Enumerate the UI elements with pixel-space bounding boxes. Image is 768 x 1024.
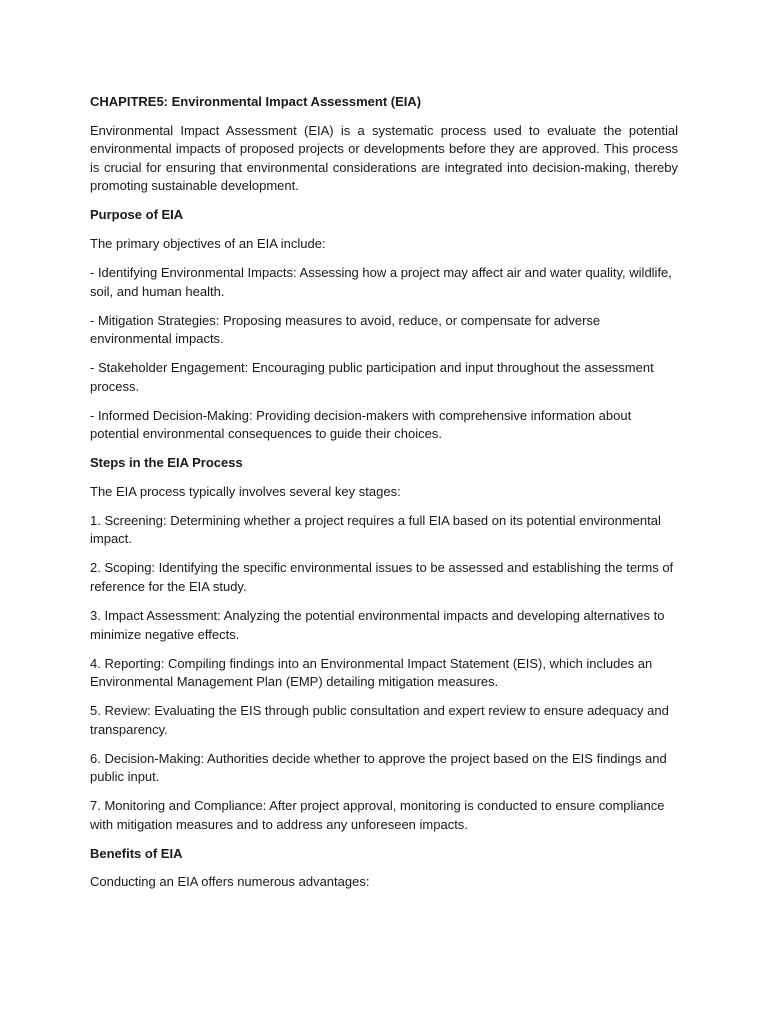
steps-heading: Steps in the EIA Process — [90, 455, 243, 471]
step-reporting: 4. Reporting: Compiling findings into an Environmental Impact Statement (EIS), which includes an Environmental Management Plan (EMP) detailing mitigation measures. — [90, 655, 653, 690]
step-decision-making: 6. Decision-Making: Authorities decide whether to approve the project based on the EIS findings and public input. — [90, 750, 667, 785]
steps-lead: The EIA process typically involves several key stages: — [90, 483, 401, 499]
step-screening: 1. Screening: Determining whether a project requires a full EIA based on its potential environmental impact. — [90, 512, 661, 547]
purpose-item-impacts: - Identifying Environmental Impacts: Assessing how a project may affect air and water quality, wildlife, soil, and human health. — [90, 264, 672, 299]
purpose-heading: Purpose of EIA — [90, 207, 184, 223]
purpose-item-stakeholder: - Stakeholder Engagement: Encouraging public participation and input throughout the assessment process. — [90, 360, 654, 394]
purpose-lead: The primary objectives of an EIA include: — [90, 235, 326, 251]
step-monitoring: 7. Monitoring and Compliance: After project approval, monitoring is conducted to ensure compliance with mitigation measures and to address any unforeseen impacts. — [90, 798, 665, 832]
step-review: 5. Review: Evaluating the EIS through public consultation and expert review to ensure adequacy and transparency. — [90, 703, 669, 737]
benefits-heading: Benefits of EIA — [90, 845, 183, 861]
intro-paragraph: Environmental Impact Assessment (EIA) is a systematic process used to evaluate the potential environmental impacts of proposed projects or developments before they are approved. This process is crucial for ensuring that environmental considerations are integrated into decision-making, thereby promoting sustainable development. — [90, 122, 678, 194]
step-scoping: 2. Scoping: Identifying the specific environmental issues to be assessed and establishing the terms of reference for the EIA study. — [90, 560, 674, 594]
purpose-item-mitigation: - Mitigation Strategies: Proposing measures to avoid, reduce, or compensate for adverse environmental impacts. — [90, 312, 601, 347]
document-title: CHAPITRE5: Environmental Impact Assessment (EIA) — [90, 94, 422, 109]
purpose-item-decision: - Informed Decision-Making: Providing decision-makers with comprehensive information about potential environmental consequences to guide their choices. — [90, 407, 632, 442]
document-page — [90, 93, 678, 902]
benefits-lead: Conducting an EIA offers numerous advantages: — [90, 874, 370, 890]
step-impact-assessment: 3. Impact Assessment: Analyzing the potential environmental impacts and developing alternatives to minimize negative effects. — [90, 607, 665, 642]
